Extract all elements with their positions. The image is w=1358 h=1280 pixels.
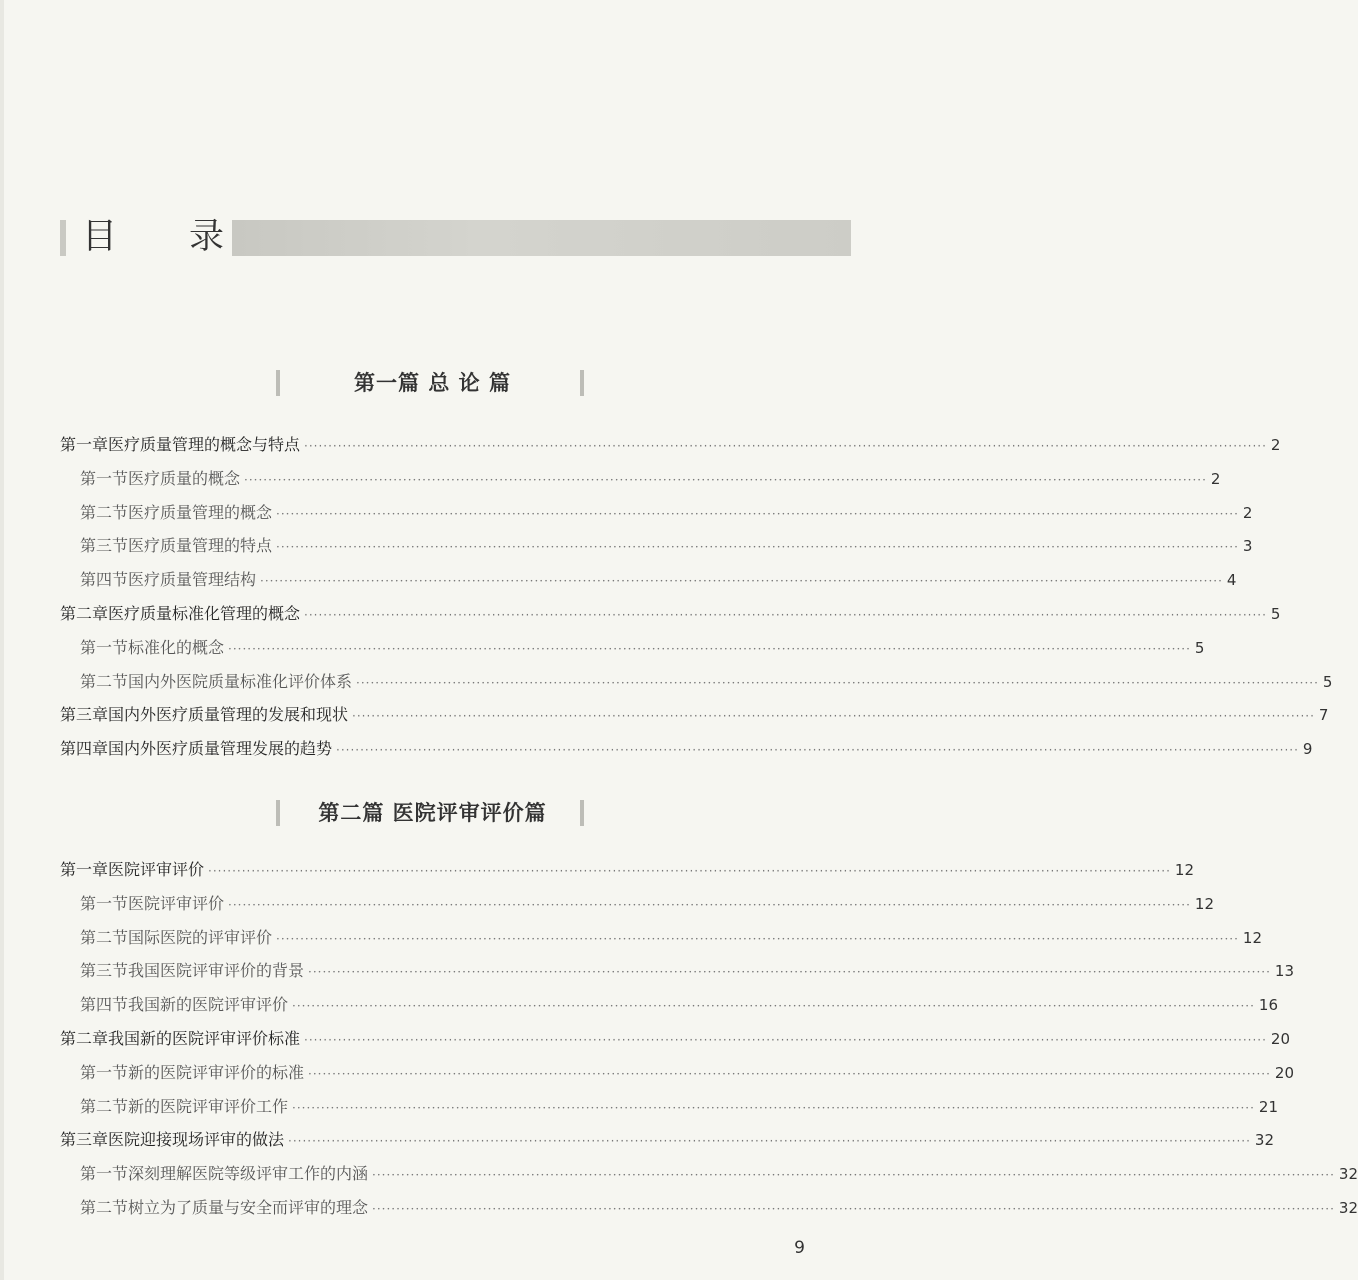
entry-title: 医疗质量的概念 [128,468,241,488]
entry-page-number: 7 [1318,706,1329,725]
toc-section-entry[interactable] [60,990,1279,1020]
dot-leader: ········································································································································································································ [304,1033,1267,1047]
dot-leader: ········································································································································································································ [308,965,1271,980]
entry-page-number: 12 [1194,894,1215,913]
toc-chapter-entry[interactable] [60,1125,1275,1155]
entry-page-number: 9 [1302,740,1313,759]
dot-leader: ········································································································································································································ [276,931,1239,946]
dot-leader: ········································································································································································································ [260,574,1223,589]
dot-leader: ········································································································································································································ [372,1202,1335,1216]
entry-number: 第一节 [80,893,129,913]
dot-leader: ········································································································································································································ [244,472,1207,487]
toc-chapter-entry[interactable] [60,855,1195,885]
dot-leader: ········································································································································································································ [228,897,1191,912]
header-gray-bar [232,220,851,256]
entry-number: 第一节 [80,1164,129,1184]
toc-section-entry[interactable] [60,633,1205,663]
entry-page-number: 12 [1174,861,1195,879]
entry-title: 医院评审评价 [108,860,205,879]
header-left-mark [60,220,66,256]
entry-number: 第三节 [80,961,129,981]
entry-page-number: 16 [1258,996,1279,1015]
entry-number: 第二节 [80,1096,129,1116]
entry-page-number: 12 [1242,928,1263,947]
entry-title: 国际医院的评审评价 [128,927,273,947]
entry-number: 第四节 [80,995,129,1015]
entry-number: 第四章 [60,739,109,759]
dot-leader: ········································································································································································································ [276,506,1239,521]
entry-title: 我国新的医院评审评价标准 [108,1029,301,1048]
entry-number: 第一节 [80,1062,129,1082]
toc-chapter-entry[interactable] [60,430,1281,460]
entry-title: 国内外医院质量标准化评价体系 [128,671,353,691]
dot-leader: ········································································································································································································ [356,675,1319,690]
dot-leader: ········································································································································································································ [292,1100,1255,1115]
toc-section-entry[interactable] [60,1058,1295,1088]
entry-title: 医疗质量管理结构 [128,570,257,590]
entry-number: 第三节 [80,536,129,556]
toc-section-entry[interactable] [60,531,1253,561]
dot-leader: ········································································································································································································ [308,1066,1271,1081]
entry-page-number: 2 [1210,469,1221,488]
entry-page-number: 2 [1270,436,1281,454]
toc-chapter-entry[interactable] [60,734,1313,764]
entry-number: 第二章 [60,604,109,623]
toc-heading-char-1: 目 [82,217,118,257]
entry-page-number: 4 [1226,571,1237,590]
entry-title: 国内外医疗质量管理的发展和现状 [108,705,349,725]
toc-section-entry[interactable] [60,1193,1358,1223]
entry-page-number: 21 [1258,1097,1279,1116]
entry-page-number: 32 [1338,1165,1358,1184]
entry-page-number: 5 [1194,638,1205,657]
entry-title: 医院迎接现场评审的做法 [108,1130,285,1150]
toc-heading-char-2: 录 [189,217,225,257]
toc-chapter-entry[interactable] [60,700,1329,730]
entry-number: 第四节 [80,570,129,590]
entry-page-number: 5 [1270,605,1281,623]
entry-page-number: 2 [1242,503,1253,522]
toc-section-entry[interactable] [60,498,1253,528]
dot-leader: ········································································································································································································ [304,608,1267,622]
entry-title: 新的医院评审评价工作 [128,1096,289,1116]
entry-number: 第二节 [80,502,129,522]
dot-leader: ········································································································································································································ [288,1134,1251,1149]
dot-leader: ········································································································································································································ [304,439,1267,453]
entry-title: 医疗质量管理的概念与特点 [108,435,301,454]
entry-page-number: 5 [1322,672,1333,691]
toc-section-entry[interactable] [60,667,1333,697]
entry-number: 第二节 [80,927,129,947]
toc-header [60,214,851,260]
entry-title: 新的医院评审评价的标准 [128,1062,305,1082]
page-number: 9 [794,1238,805,1258]
entry-number: 第三章 [60,1130,109,1150]
toc-section-entry[interactable] [60,1092,1279,1122]
entry-page-number: 13 [1274,962,1295,981]
entry-title: 医疗质量标准化管理的概念 [108,604,301,623]
entry-title: 树立为了质量与安全而评审的理念 [128,1198,369,1217]
entry-number: 第一节 [80,468,129,488]
entry-number: 第二节 [80,671,129,691]
entry-title: 深刻理解医院等级评审工作的内涵 [128,1164,369,1184]
entry-title: 医疗质量管理的特点 [128,536,273,556]
part-title [60,794,805,834]
entry-title: 标准化的概念 [128,637,225,657]
dot-leader: ········································································································································································································ [352,709,1315,724]
dot-leader: ········································································································································································································ [292,999,1255,1014]
dot-leader: ········································································································································································································ [276,540,1239,555]
dot-leader: ········································································································································································································ [208,864,1171,878]
toc-section-entry[interactable] [60,1159,1358,1189]
part-title [60,364,805,404]
toc-section-entry[interactable] [60,565,1237,595]
page-edge [0,0,4,1280]
toc-chapter-entry[interactable] [60,1024,1291,1054]
entry-number: 第三章 [60,705,109,725]
toc-section-entry[interactable] [60,956,1295,986]
entry-number: 第一节 [80,637,129,657]
entry-title: 医院评审评价 [128,893,225,913]
toc-section-entry[interactable] [60,923,1263,953]
dot-leader: ········································································································································································································ [228,641,1191,656]
part-title-text: 第二篇 医院评审评价篇 [318,800,547,825]
toc-section-entry[interactable] [60,889,1215,919]
part-title-text: 第一篇 总 论 篇 [354,370,511,395]
entry-title: 我国新的医院评审评价 [128,995,289,1015]
entry-page-number: 20 [1274,1063,1295,1082]
entry-page-number: 20 [1270,1030,1291,1048]
dot-leader: ········································································································································································································ [372,1168,1335,1183]
toc-section-entry[interactable] [60,464,1221,494]
entry-number: 第一章 [60,860,109,879]
entry-number: 第一章 [60,435,109,454]
entry-title: 我国医院评审评价的背景 [128,961,305,981]
entry-page-number: 32 [1338,1199,1358,1217]
entry-title: 国内外医疗质量管理发展的趋势 [108,739,333,759]
entry-title: 医疗质量管理的概念 [128,502,273,522]
entry-page-number: 32 [1254,1131,1275,1150]
toc-chapter-entry[interactable] [60,599,1281,629]
dot-leader: ········································································································································································································ [336,743,1299,758]
entry-page-number: 3 [1242,537,1253,556]
entry-number: 第二章 [60,1029,109,1048]
entry-number: 第二节 [80,1198,129,1217]
